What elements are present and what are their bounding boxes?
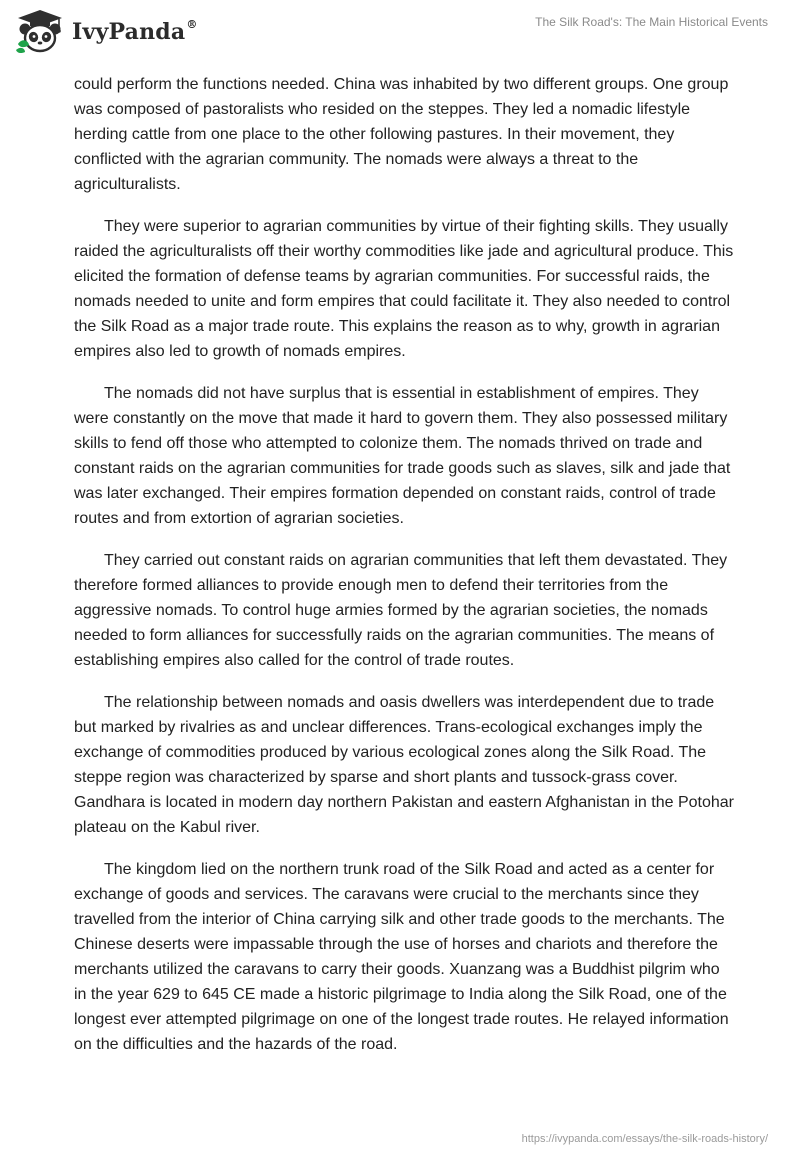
paragraph: The relationship between nomads and oasis dwellers was interdependent due to trade but marked by rivalries as and unclear differences. Trans-ecological exchanges imply the exchange of commodities produced by various ecological zones along the Silk Road. The steppe region was characterized by sparse and short plants and tussock-grass cover. Gandhara is located in modern day northern Pakistan and eastern Afghanistan in the Potohar plateau on the Kabul river.: [74, 694, 734, 836]
paragraph: They carried out constant raids on agrarian communities that left them devastated. They therefore formed alliances to provide enough men to defend their territories from the aggressive nomads. To control huge armies formed by the agrarian societies, the nomads needed to form alliances for successfully raids on the agrarian communities. The means of establishing empires also called for the control of trade routes.: [74, 552, 728, 669]
source-url[interactable]: https://ivypanda.com/essays/the-silk-roads-history/: [521, 1133, 768, 1145]
paragraph: could perform the functions needed. China was inhabited by two different groups. One group was composed of pastoralists who resided on the steppes. They led a nomadic lifestyle herding cattle from one place to the other following pastures. In their movement, they conflicted with the agrarian community. The nomads were always a threat to the agriculturalists.: [74, 76, 729, 193]
paragraph: The kingdom lied on the northern trunk road of the Silk Road and acted as a center for exchange of goods and services. The caravans were crucial to the merchants since they travelled from the interior of China carrying silk and other trade goods to the merchants. The Chinese deserts were impassable through the use of horses and chariots and therefore the merchants utilized the caravans to carry their goods. Xuanzang was a Buddhist pilgrim who in the year 629 to 645 CE made a historic pilgrimage to India along the Silk Road, one of the longest ever attempted pilgrimage on one of the longest trade routes. He relayed information on the difficulties and the hazards of the road.: [74, 861, 729, 1053]
panda-graduate-icon: [14, 8, 66, 54]
page-header: [0, 0, 800, 64]
brand-logo[interactable]: [14, 8, 198, 54]
essay-body: [74, 72, 734, 1074]
paragraph: They were superior to agrarian communities by virtue of their fighting skills. They usually raided the agriculturalists off their worthy commodities like jade and agricultural produce. This elicited the formation of defense teams by agrarian communities. For successful raids, the nomads needed to unite and form empires that could facilitate it. They also needed to control the Silk Road as a major trade route. This explains the reason as to why, growth in agrarian empires also led to growth of nomads empires.: [74, 218, 734, 360]
registered-mark: ®: [186, 17, 198, 31]
paragraph: The nomads did not have surplus that is essential in establishment of empires. They were constantly on the move that made it hard to govern them. They also possessed military skills to fend off those who attempted to colonize them. The nomads thrived on trade and constant raids on the agrarian communities for trade goods such as slaves, silk and jade that was later exchanged. Their empires formation depended on constant raids, control of trade routes and from extortion of agrarian societies.: [74, 385, 731, 527]
brand-name: [72, 19, 198, 45]
document-title: The Silk Road's: The Main Historical Events: [535, 15, 768, 29]
brand-text: IvyPanda: [72, 19, 186, 45]
